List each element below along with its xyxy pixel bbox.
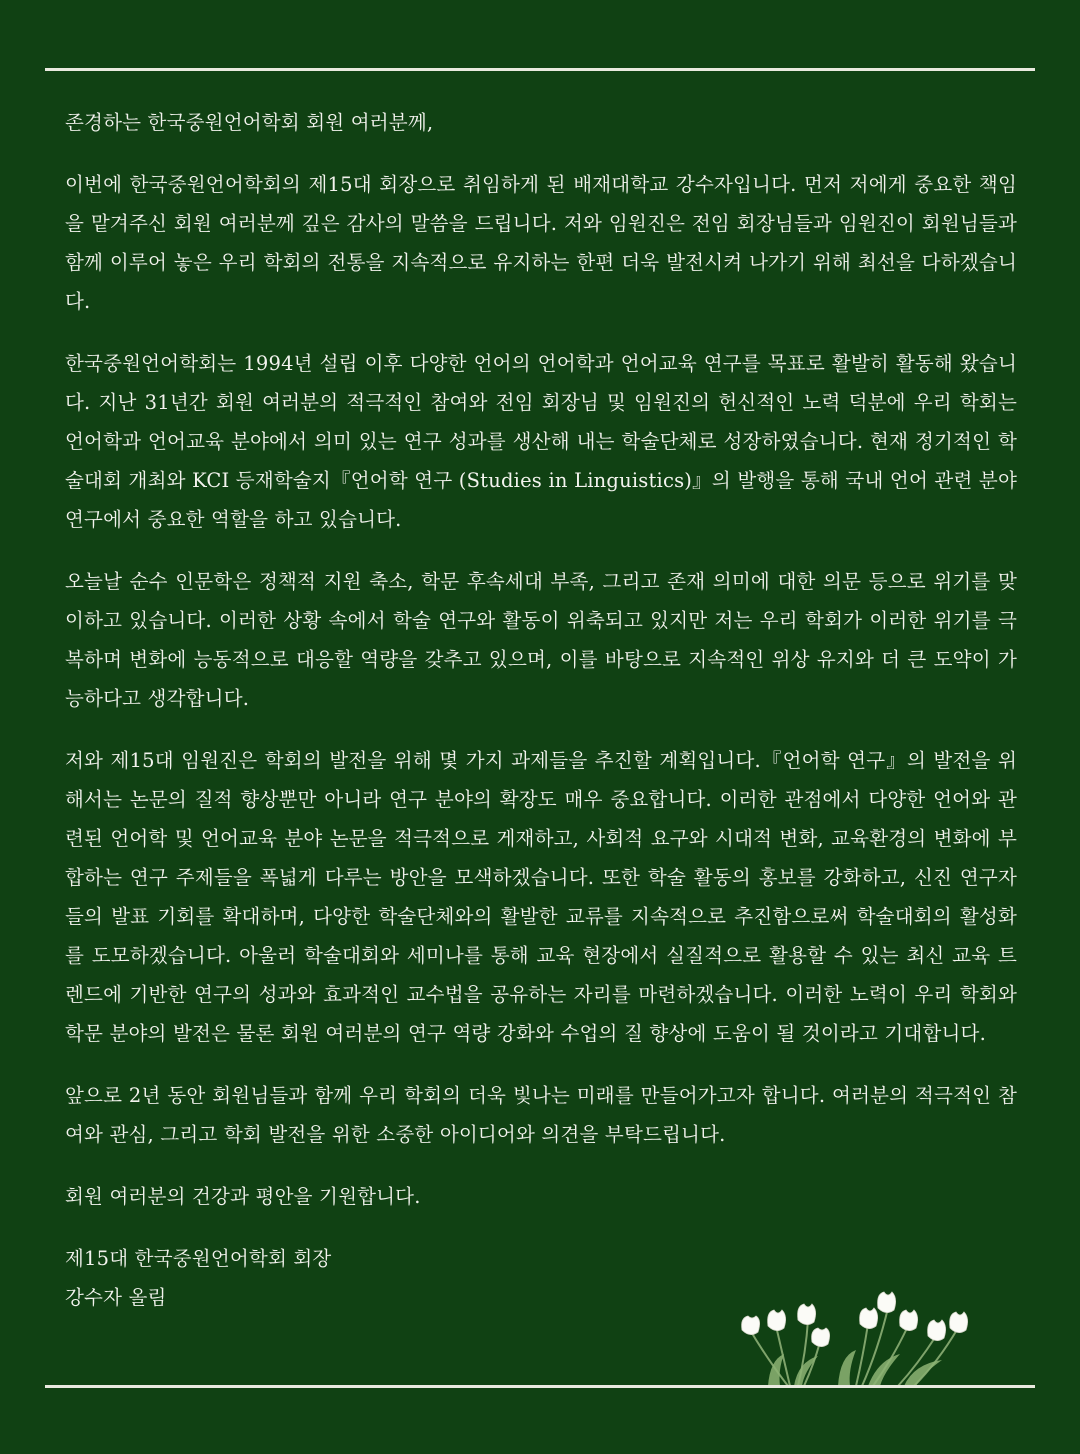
letter-body [65,103,1017,1317]
letter-greeting: 존경하는 한국중원언어학회 회원 여러분께, [65,111,434,134]
paragraph-plans: 저와 제15대 임원진은 학회의 발전을 위해 몇 가지 과제들을 추진할 계획입니다.『언어학 연구』의 발전을 위해서는 논문의 질적 향상뿐만 아니라 연구 분야의 확장도 매우 중요합니다. 이러한 관점에서 다양한 언어와 관련된 언어학 및 언어교육 분야 논문을 적극적으로 게재하고, 사회적 요구와 시대적 변화, 교육환경의 변화에 부합하는 연구 주제들을 폭넓게 다루는 방안을 모색하겠습니다. 또한 학술 활동의 홍보를 강화하고, 신진 연구자들의 발표 기회를 확대하며, 다양한 학술단체와의 활발한 교류를 지속적으로 추진함으로써 학술대회의 활성화를 도모하겠습니다. 아울러 학술대회와 세미나를 통해 교육 현장에서 실질적으로 활용할 수 있는 최신 교육 트렌드에 기반한 연구의 성과와 효과적인 교수법을 공유하는 자리를 마련하겠습니다. 이러한 노력이 우리 학회와 학문 분야의 발전은 물론 회원 여러분의 연구 역량 강화와 수업의 질 향상에 도움이 될 것이라고 기대합니다. [65,749,1017,1045]
paragraph-inauguration: 이번에 한국중원언어학회의 제15대 회장으로 취임하게 된 배재대학교 강수자입니다. 먼저 저에게 중요한 책임을 맡겨주신 회원 여러분께 깊은 감사의 말씀을 드립니다. 저와 임원진은 전임 회장님들과 임원진이 회원님들과 함께 이루어 놓은 우리 학회의 전통을 지속적으로 유지하는 한편 더욱 발전시켜 나가기 위해 최선을 다하겠습니다. [65,173,1017,313]
signature-name: 강수자 올림 [65,1286,167,1309]
paragraph-history: 한국중원언어학회는 1994년 설립 이후 다양한 언어의 언어학과 언어교육 연구를 목표로 활발히 활동해 왔습니다. 지난 31년간 회원 여러분의 적극적인 참여와 전임 회장님 및 임원진의 헌신적인 노력 덕분에 우리 학회는 언어학과 언어교육 분야에서 의미 있는 연구 성과를 생산해 내는 학술단체로 성장하였습니다. 현재 정기적인 학술대회 개최와 KCI 등재학술지『언어학 연구 (Studies in Linguistics)』의 발행을 통해 국내 언어 관련 분야 연구에서 중요한 역할을 하고 있습니다. [65,352,1017,531]
signature-title: 제15대 한국중원언어학회 회장 [65,1247,332,1270]
top-divider [45,68,1035,71]
paragraph-crisis: 오늘날 순수 인문학은 정책적 지원 축소, 학문 후속세대 부족, 그리고 존재 의미에 대한 의문 등으로 위기를 맞이하고 있습니다. 이러한 상황 속에서 학술 연구와 활동이 위축되고 있지만 저는 우리 학회가 이러한 위기를 극복하며 변화에 능동적으로 대응할 역량을 갖추고 있으며, 이를 바탕으로 지속적인 위상 유지와 더 큰 도약이 가능하다고 생각합니다. [65,570,1017,710]
letter-closing: 회원 여러분의 건강과 평안을 기원합니다. [65,1185,421,1208]
paragraph-future: 앞으로 2년 동안 회원님들과 함께 우리 학회의 더욱 빛나는 미래를 만들어가고자 합니다. 여러분의 적극적인 참여와 관심, 그리고 학회 발전을 위한 소중한 아이디어와 의견을 부탁드립니다. [65,1084,1017,1146]
tulip-bouquet-illustration [728,1290,978,1390]
bottom-divider [45,1385,1035,1388]
